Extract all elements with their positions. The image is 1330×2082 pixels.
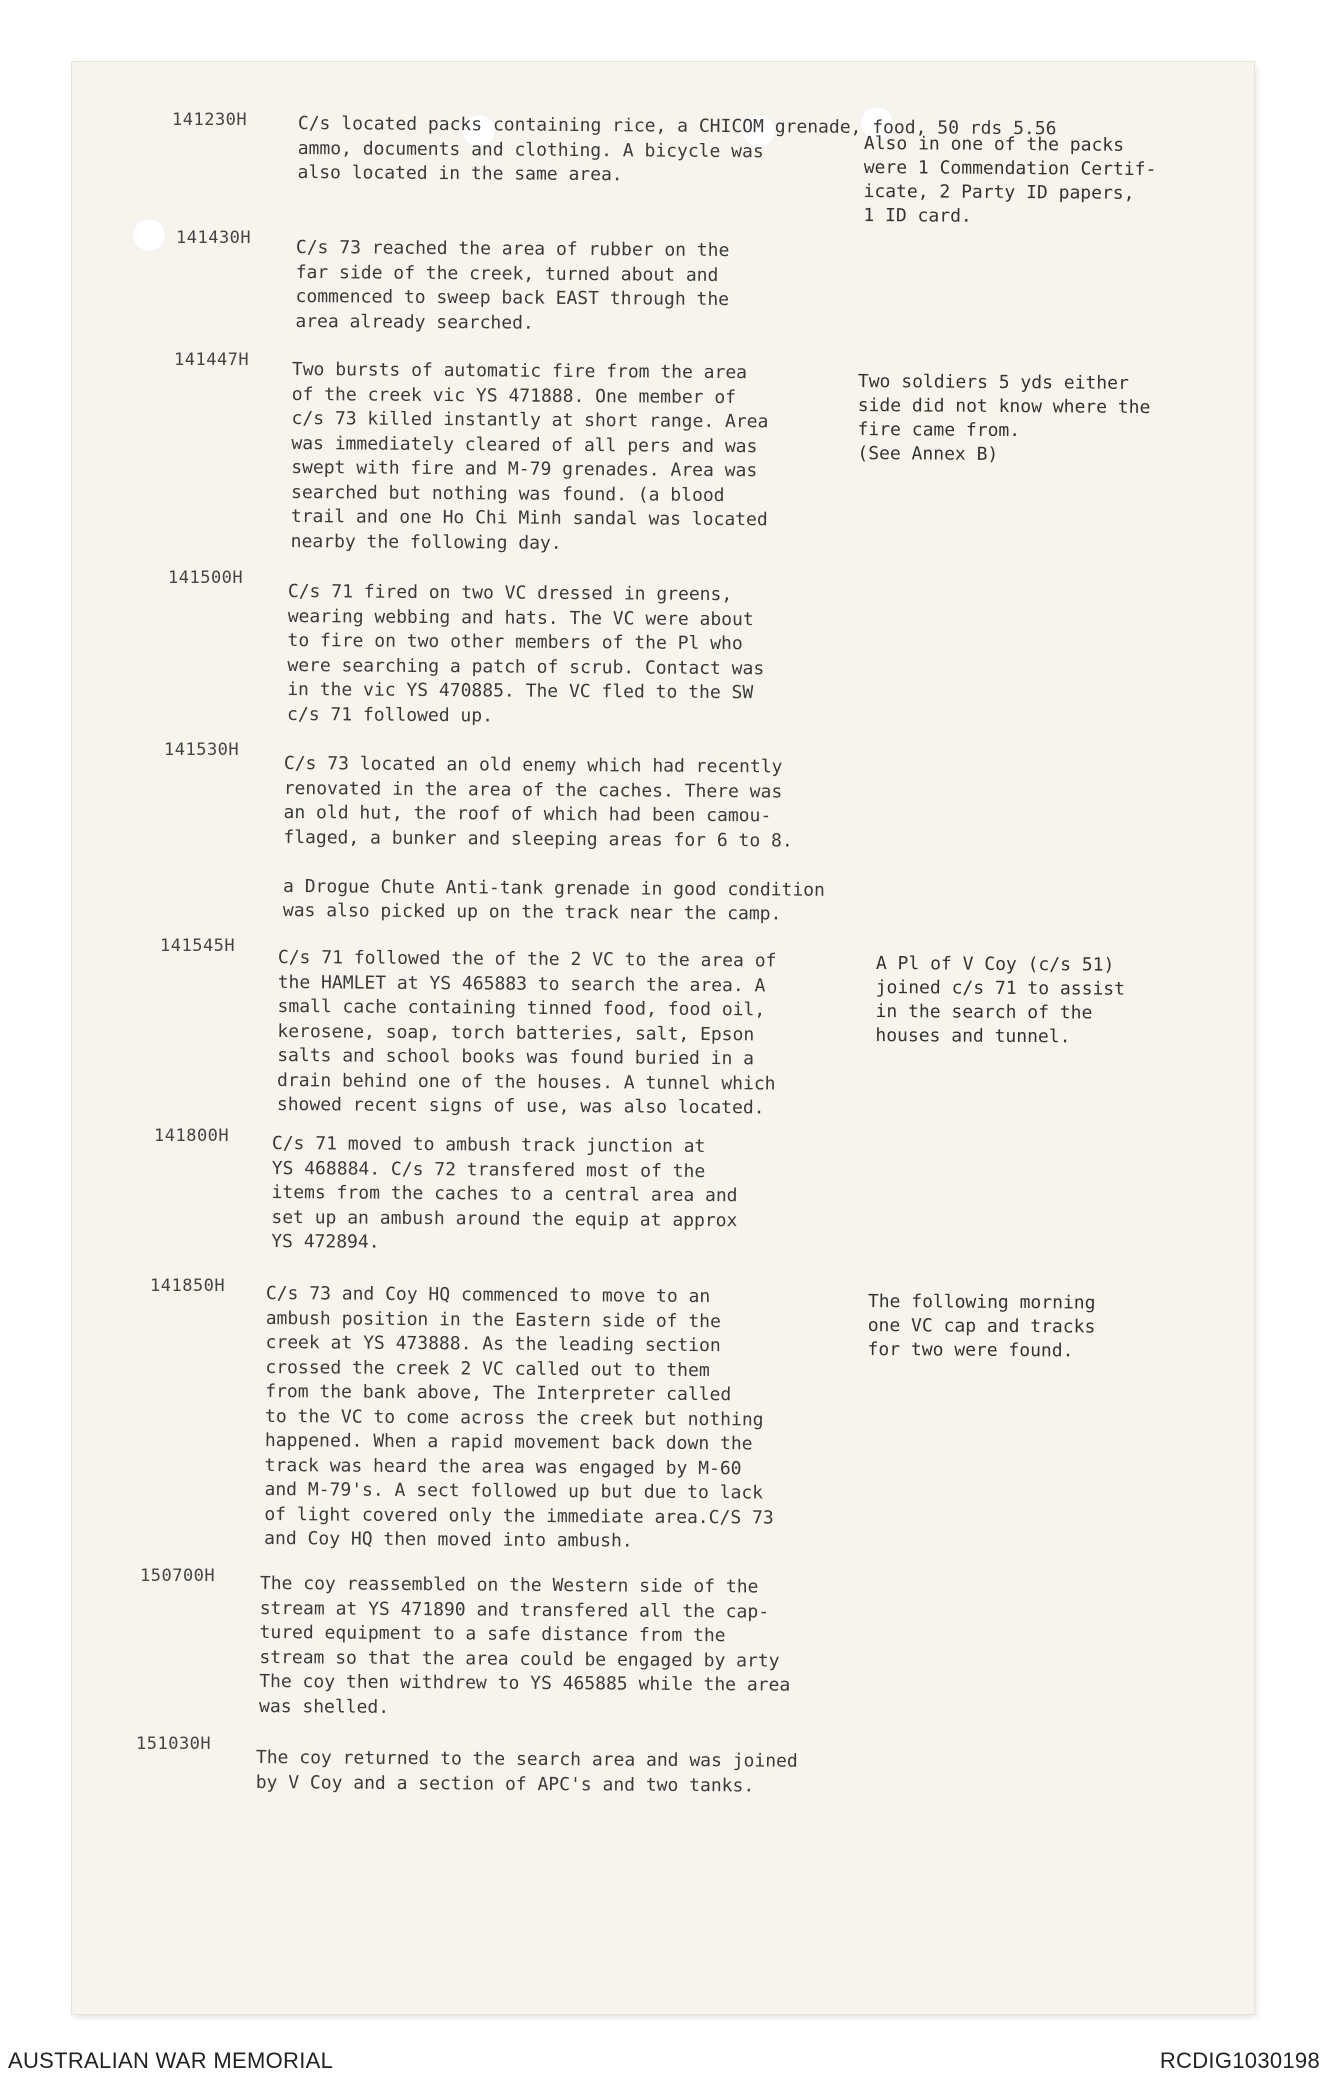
entry-remark: Two soldiers 5 yds either side did not know where the fire came from. (See Annex B) xyxy=(857,370,1151,465)
archive-id: RCDIG1030198 xyxy=(1159,2048,1320,2073)
entry-text: C/s 71 fired on two VC dressed in greens, wearing webbing and hats. The VC were about to fire on two other members of the Pl who were searching a patch of scrub. Contact was in the vic YS 470885. The VC fled to the SW c/s 71 followed up. xyxy=(286,581,765,726)
entry-text: The coy returned to the search area and was joined by V Coy and a section of APC's and two tanks. xyxy=(255,1747,798,1796)
entry-time: 151030H xyxy=(136,1734,212,1754)
entry-text: C/s 71 moved to ambush track junction at YS 468884. C/s 72 transfered most of the items from the caches to a central area and set up an ambush around the equip at approx YS 472894. xyxy=(271,1133,738,1253)
entry-text: C/s 73 and Coy HQ commenced to move to an ambush position in the Eastern side of the creek at YS 473888. As the leading section crossed the creek 2 VC called out to them from the bank above, The Interpreter called to the VC to come across the creek but nothing happened. When a rapid movement back down the track was heard the area was engaged by M-60 and M-79's. A sect followed up but due to lack of light covered only the immediate area.C/S 73 and Coy HQ then moved into ambush. xyxy=(264,1283,774,1552)
entry-time: 141530H xyxy=(164,740,240,760)
entry-text: C/s 73 located an old enemy which had recently renovated in the area of the caches. There was an old hut, the roof of which had been camou- flaged, a bunker and sleeping areas for 6 to 8. a Drogue Chute Anti-tank grenade in good condition was also picked up on the track near the camp. xyxy=(282,753,825,925)
entry-text: C/s located packs containing rice, a CHICOM grenade, food, 50 rds 5.56 ammo, documents and clothing. A bicycle was also located in the same area. xyxy=(297,112,1057,186)
archive-credit: AUSTRALIAN WAR MEMORIAL xyxy=(8,2048,334,2073)
entry-time: 141230H xyxy=(172,110,248,130)
entry-remark: A Pl of V Coy (c/s 51) joined c/s 71 to assist in the search of the houses and tunnel. xyxy=(875,953,1126,1048)
entry-time: 141447H xyxy=(174,350,250,370)
entry-text: C/s 73 reached the area of rubber on the far side of the creek, turned about and commenced to sweep back EAST through the area already searched. xyxy=(295,236,730,334)
entry-time: 141545H xyxy=(160,936,236,956)
entry-time: 141500H xyxy=(168,568,244,588)
entry-time: 141850H xyxy=(150,1276,226,1296)
punch-hole xyxy=(132,218,166,252)
entry-text: The coy reassembled on the Western side of the stream at YS 471890 and transfered all the cap- tured equipment to a safe distance from the stream so that the area could be engaged by arty The coy then withdrew to YS 465885 while the area was shelled. xyxy=(258,1573,791,1718)
entry-remark: Also in one of the packs were 1 Commendation Certif- icate, 2 Party ID papers, 1 ID card. xyxy=(863,132,1157,227)
entry-remark: The following morning one VC cap and tracks for two were found. xyxy=(867,1291,1096,1362)
entry-text: Two bursts of automatic fire from the area of the creek vic YS 471888. One member of c/s 73 killed instantly at short range. Area was immediately cleared of all pers and was swept with fire and M-79 grenades. Area was searched but nothing was found. (a blood trail and one Ho Chi Minh sandal was located nearby the following day. xyxy=(290,358,769,554)
entry-text: C/s 71 followed the of the 2 VC to the area of the HAMLET at YS 465883 to search the area. A small cache containing tinned food, food oil, kerosene, soap, torch batteries, salt, Epson salts and school books was found buried in a drain behind one of the houses. A tunnel which showed recent signs of use, was also located. xyxy=(276,947,777,1119)
entry-time: 141430H xyxy=(176,228,252,248)
entry-time: 141800H xyxy=(154,1126,230,1146)
entry-time: 150700H xyxy=(140,1566,216,1586)
